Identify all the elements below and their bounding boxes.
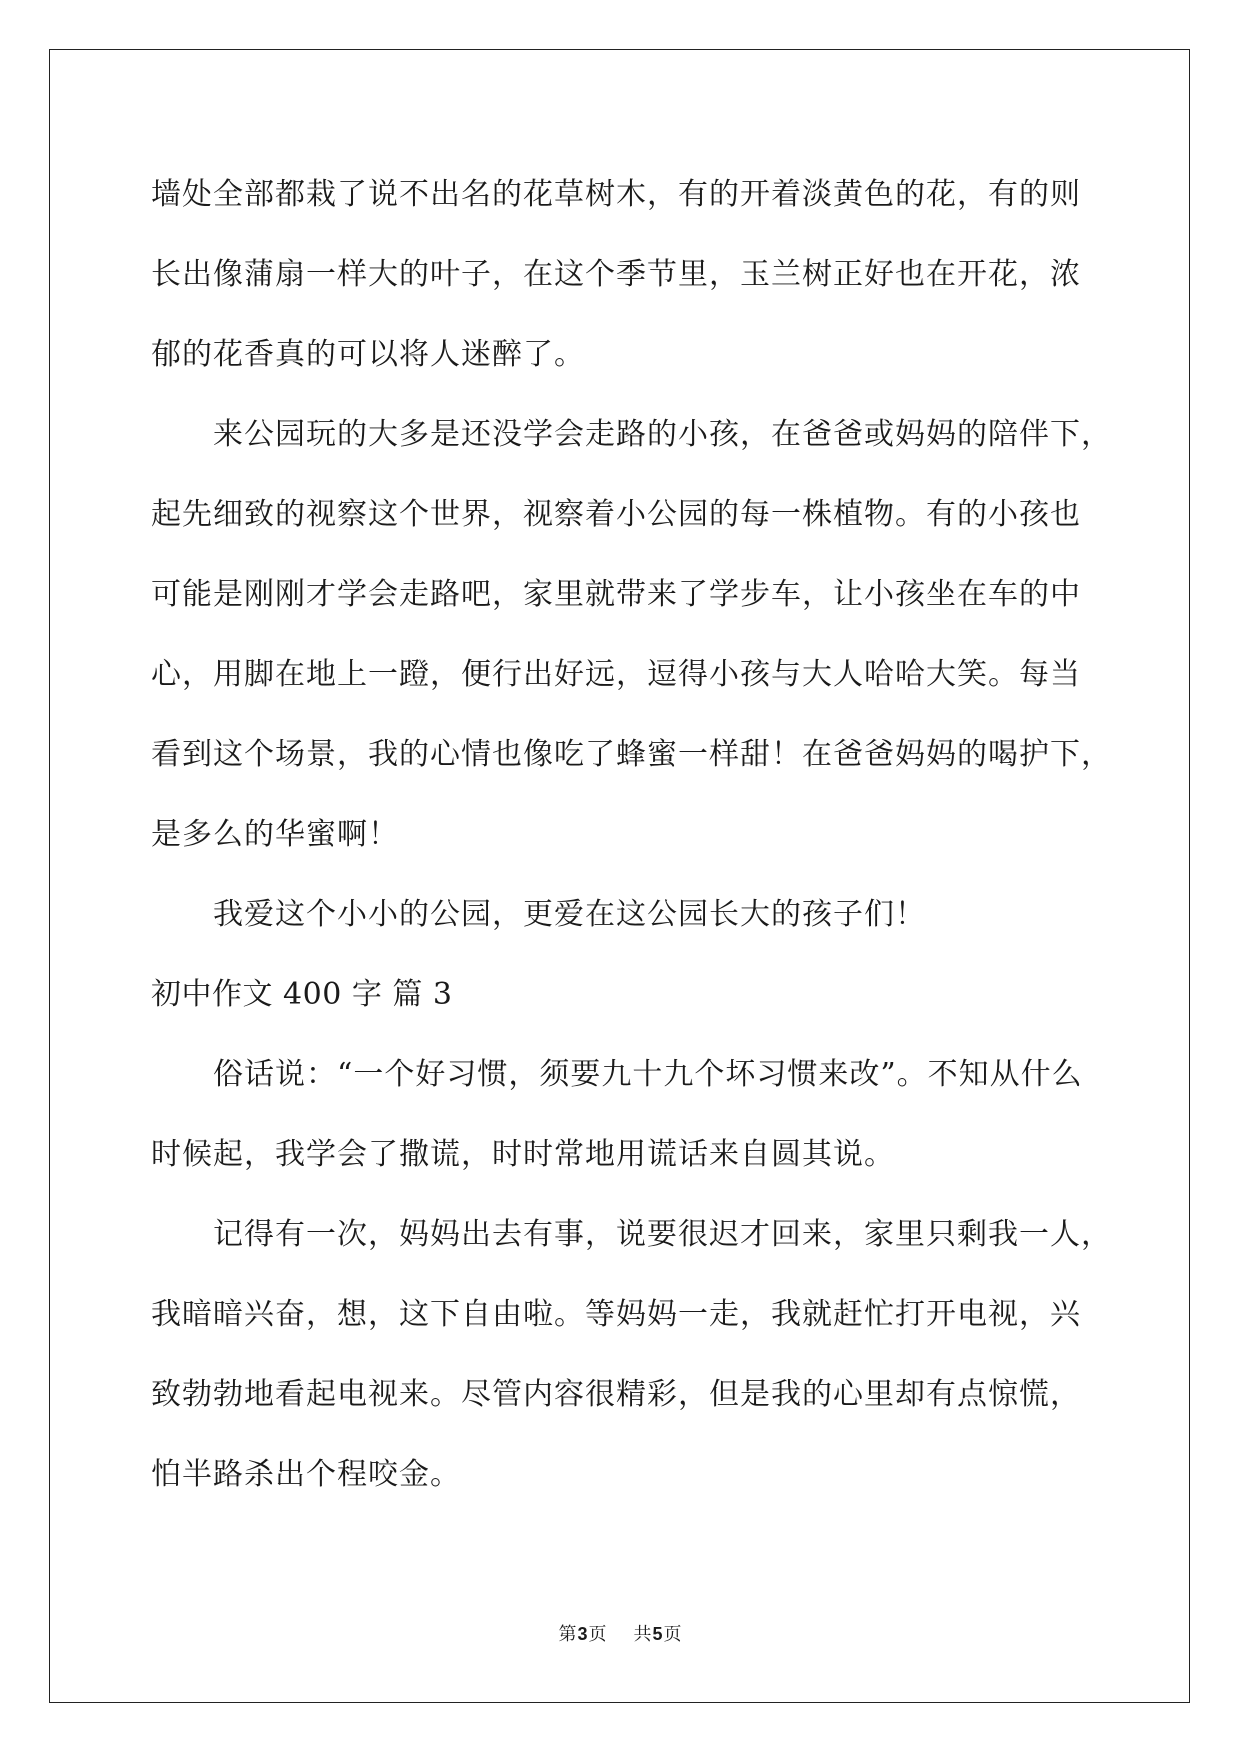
- text-line: 我暗暗兴奋，想，这下自由啦。等妈妈一走，我就赶忙打开电视，兴: [151, 1297, 1081, 1332]
- page-number: 3: [577, 1624, 589, 1644]
- page-footer: [0, 1620, 1241, 1646]
- text-line: 起先细致的视察这个世界，视察着小公园的每一株植物。有的小孩也: [151, 497, 1081, 532]
- text-line: 致勃勃地看起电视来。尽管内容很精彩，但是我的心里却有点惊慌，: [151, 1377, 1081, 1412]
- text-line: 墙处全部都栽了说不出名的花草树木，有的开着淡黄色的花，有的则: [151, 177, 1081, 212]
- total-prefix: 共: [633, 1624, 653, 1645]
- paragraph-start-line: 来公园玩的大多是还没学会走路的小孩，在爸爸或妈妈的陪伴下，: [213, 417, 1112, 452]
- text-line: 怕半路杀出个程咬金。: [151, 1457, 461, 1492]
- text-line: 是多么的华蜜啊！: [151, 817, 399, 852]
- page-prefix: 第: [558, 1624, 578, 1645]
- page-suffix: 页: [588, 1624, 608, 1645]
- paragraph-start-line: 俗话说：“一个好习惯，须要九十九个坏习惯来改”。不知从什么: [213, 1057, 1083, 1092]
- paragraph-start-line: 我爱这个小小的公园，更爱在这公园长大的孩子们！: [213, 897, 926, 932]
- text-line: 心，用脚在地上一蹬，便行出好远，逗得小孩与大人哈哈大笑。每当: [151, 657, 1081, 692]
- text-line: 可能是刚刚才学会走路吧，家里就带来了学步车，让小孩坐在车的中: [151, 577, 1081, 612]
- total-suffix: 页: [663, 1624, 683, 1645]
- paragraph-start-line: 记得有一次，妈妈出去有事，说要很迟才回来，家里只剩我一人，: [213, 1217, 1112, 1252]
- text-line: 长出像蒲扇一样大的叶子，在这个季节里，玉兰树正好也在开花，浓: [151, 257, 1081, 292]
- text-line: 郁的花香真的可以将人迷醉了。: [151, 337, 585, 372]
- total-pages: 5: [652, 1624, 664, 1644]
- text-line: 时候起，我学会了撒谎，时时常地用谎话来自圆其说。: [151, 1137, 895, 1172]
- document-body: [151, 155, 1112, 1515]
- section-heading: 初中作文 400 字 篇 3: [151, 977, 453, 1012]
- text-line: 看到这个场景，我的心情也像吃了蜂蜜一样甜！在爸爸妈妈的喝护下，: [151, 737, 1112, 772]
